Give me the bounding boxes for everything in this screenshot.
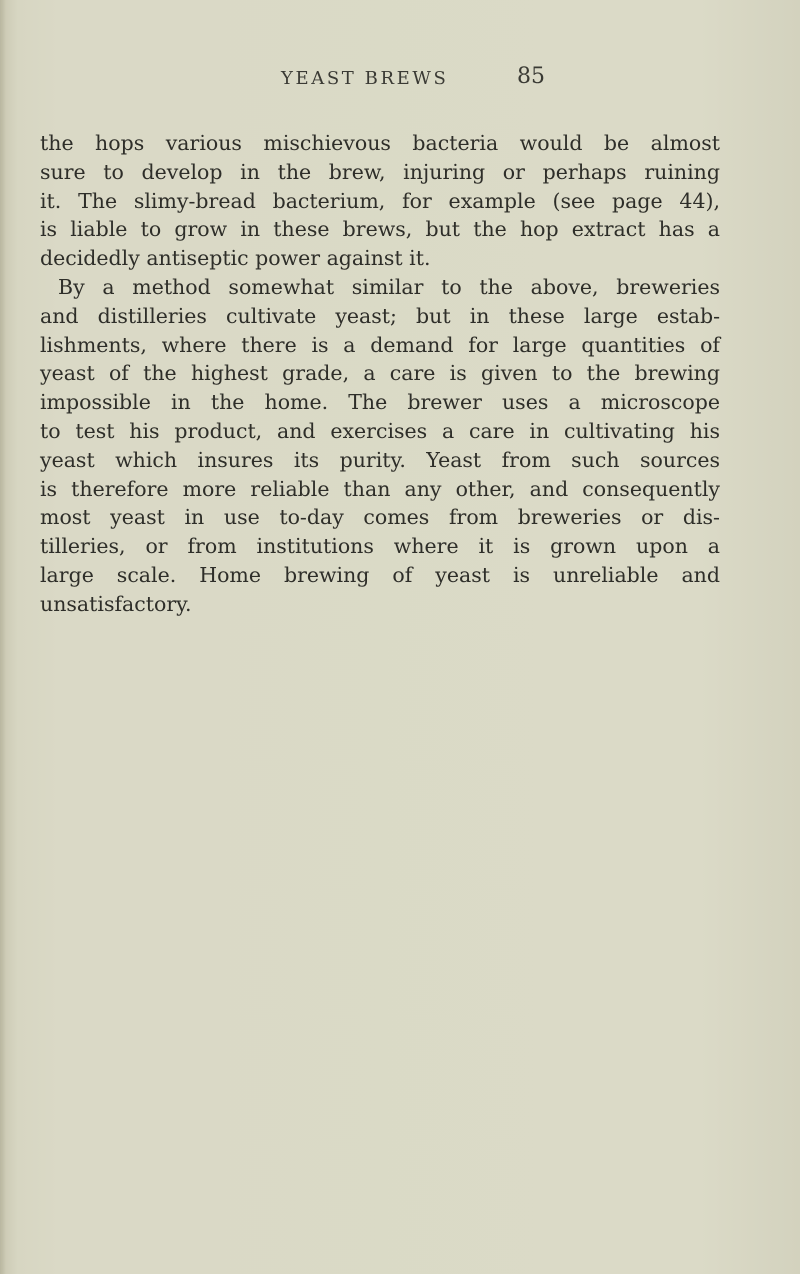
- spine-shadow: [0, 0, 6, 1274]
- text-line: By a method somewhat similar to the above, breweries: [58, 274, 720, 299]
- text-line: decidedly antiseptic power against it.: [40, 246, 431, 271]
- text-line: most yeast in use to-day comes from breweries or dis-: [40, 505, 720, 530]
- body-text: [40, 129, 720, 619]
- text-line: is therefore more reliable than any other, and consequently: [40, 476, 720, 501]
- text-line: large scale. Home brewing of yeast is unreliable and: [40, 562, 720, 587]
- text-line: to test his product, and exercises a care in cultivating his: [40, 418, 720, 443]
- text-line: the hops various mischievous bacteria would be almost: [40, 131, 720, 155]
- text-line: yeast of the highest grade, a care is given to the brewing: [40, 361, 720, 386]
- text-line: and distilleries cultivate yeast; but in these large estab-: [40, 303, 720, 328]
- page-number: 85: [517, 64, 545, 89]
- text-line: impossible in the home. The brewer uses a microscope: [40, 390, 720, 415]
- text-line: unsatisfactory.: [40, 591, 192, 616]
- text-line: tilleries, or from institutions where it is grown upon a: [40, 534, 720, 559]
- running-head: YEAST BREWS: [281, 68, 449, 89]
- text-line: yeast which insures its purity. Yeast from such sources: [40, 447, 720, 472]
- text-line: it. The slimy-bread bacterium, for example (see page 44),: [40, 188, 720, 213]
- text-line: lishments, where there is a demand for large quantities of: [40, 332, 720, 357]
- text-line: is liable to grow in these brews, but the hop extract has a: [40, 217, 720, 242]
- text-line: sure to develop in the brew, injuring or perhaps ruining: [40, 159, 720, 184]
